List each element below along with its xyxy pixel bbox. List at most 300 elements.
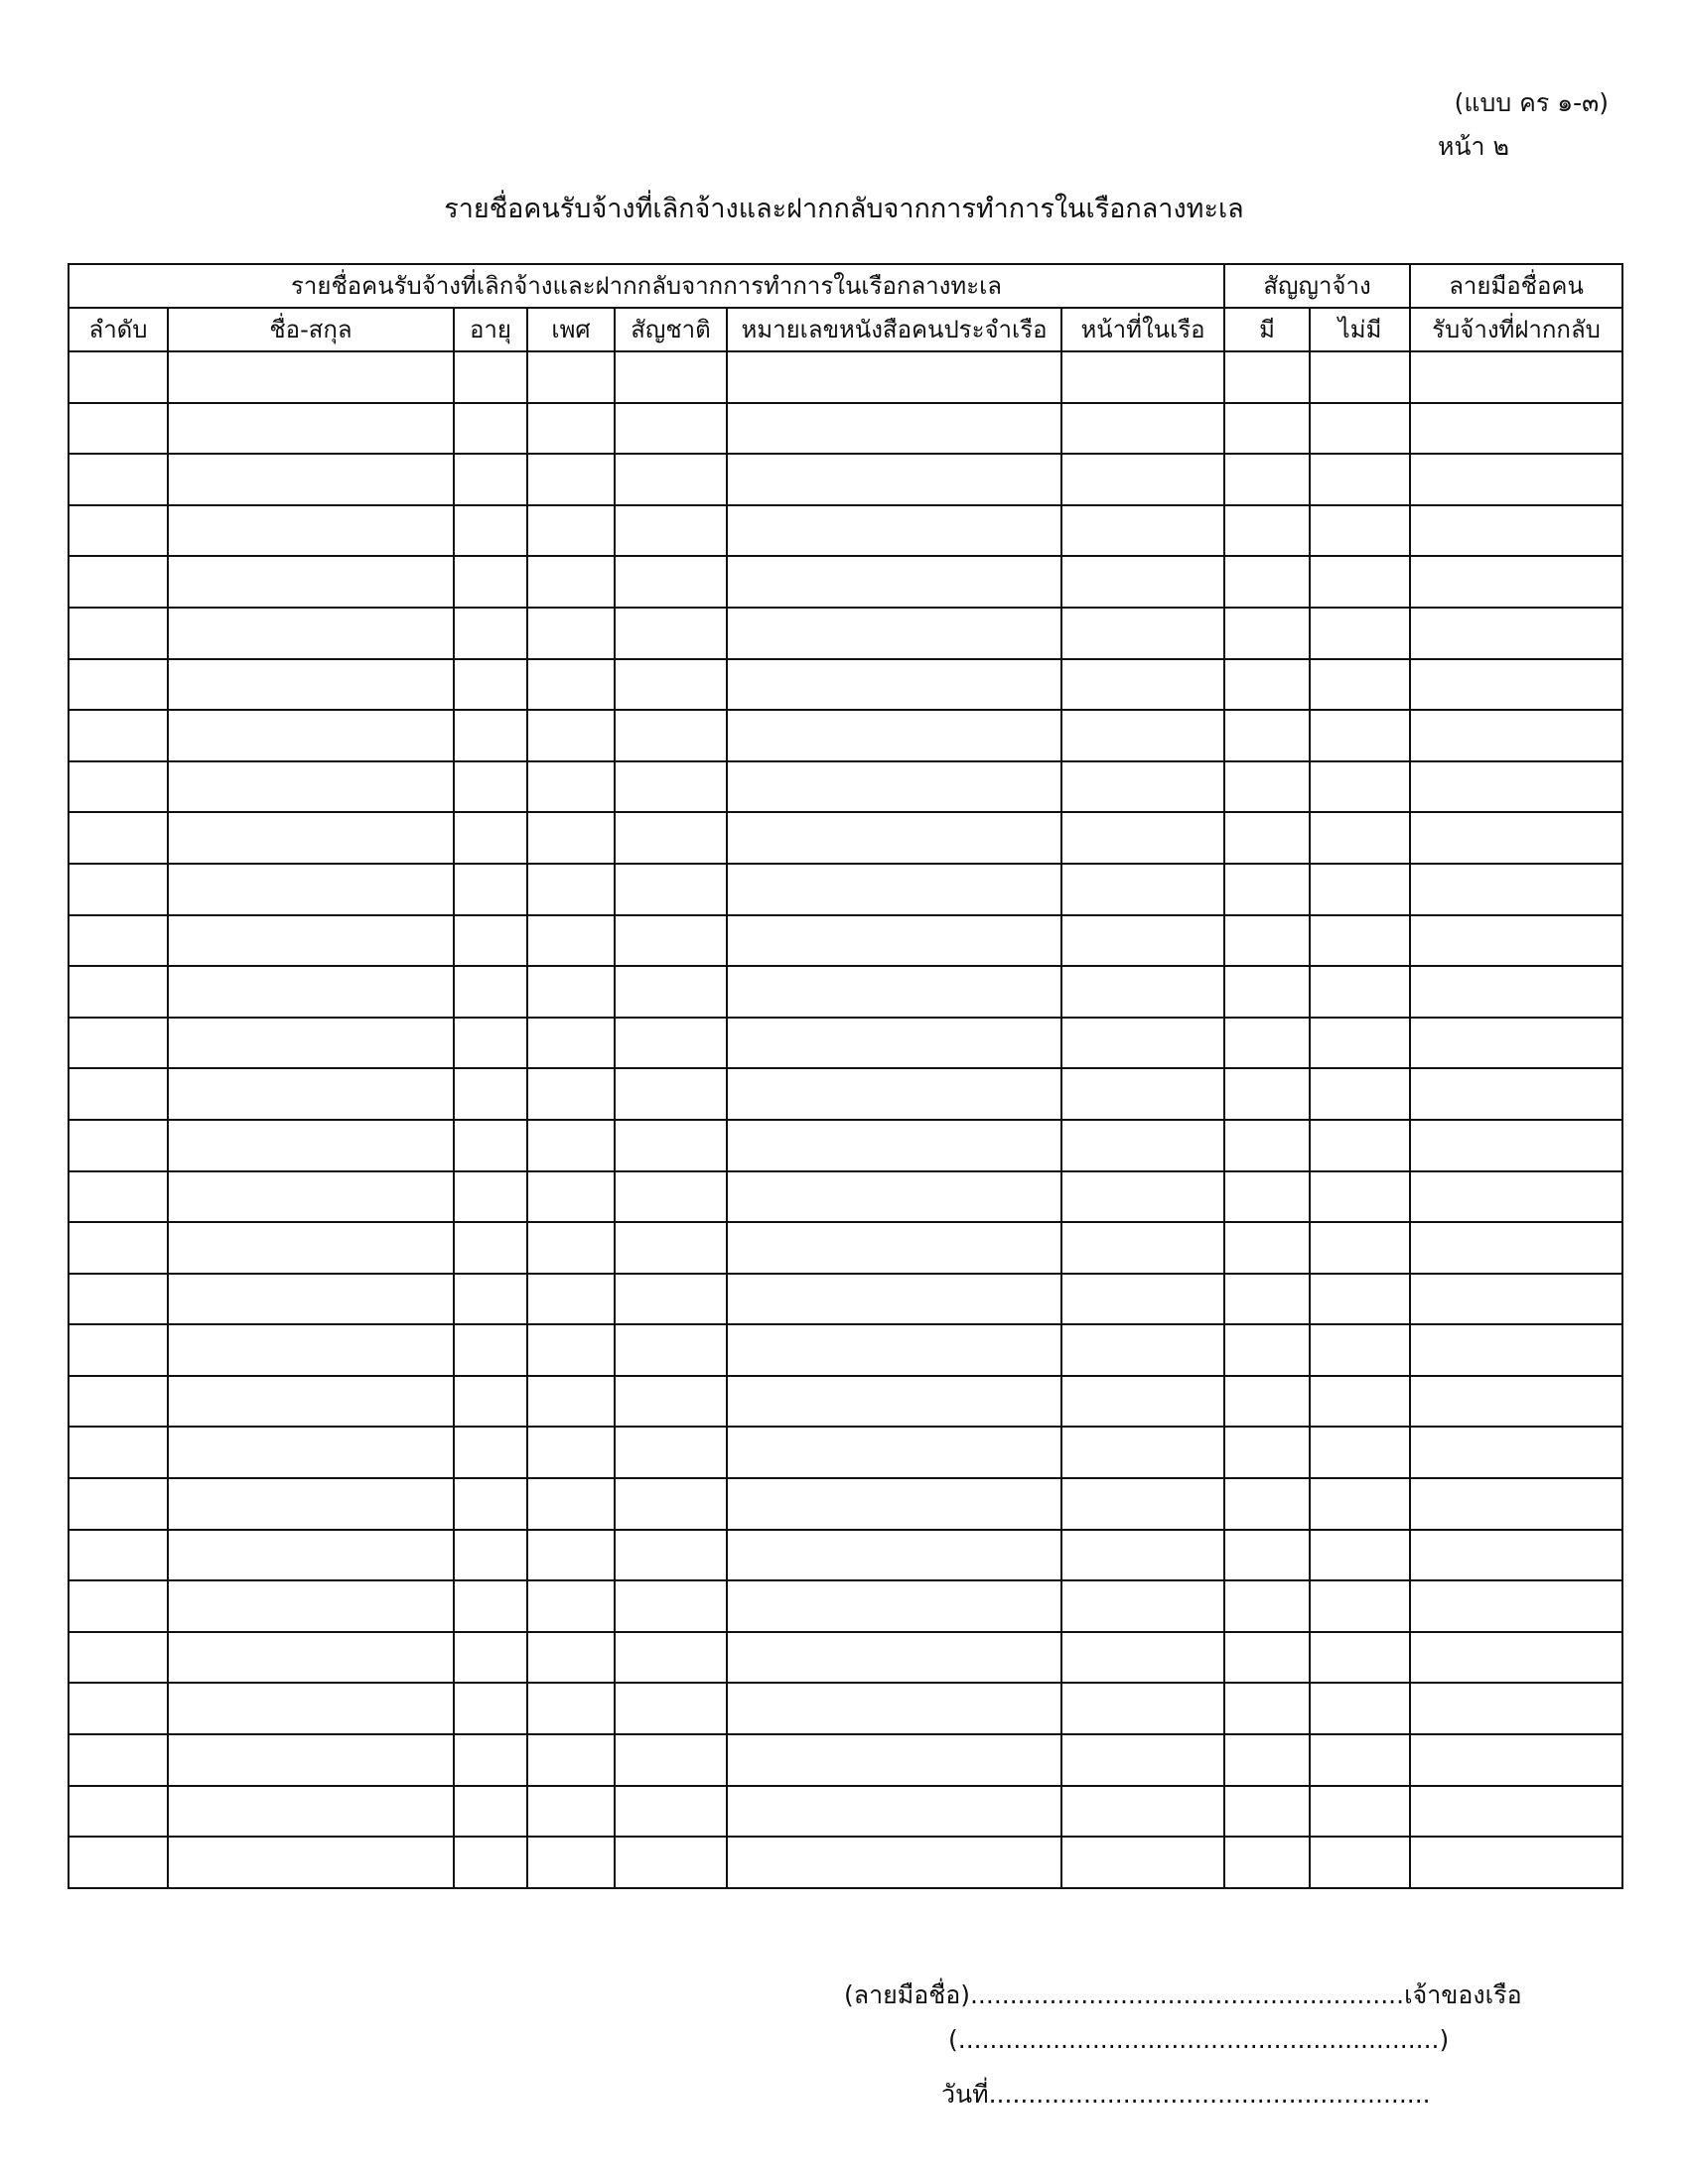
table-cell[interactable]	[69, 403, 168, 455]
table-cell[interactable]	[1310, 1530, 1410, 1581]
table-cell[interactable]	[454, 761, 527, 813]
table-cell[interactable]	[69, 1324, 168, 1376]
table-cell[interactable]	[1310, 812, 1410, 864]
table-cell[interactable]	[527, 403, 615, 455]
signature-cell[interactable]	[1410, 1530, 1622, 1581]
signature-cell[interactable]	[1410, 1632, 1622, 1684]
table-cell[interactable]	[615, 1018, 727, 1069]
table-cell[interactable]	[168, 1530, 454, 1581]
table-cell[interactable]	[727, 761, 1061, 813]
table-cell[interactable]	[454, 505, 527, 557]
table-cell[interactable]	[1061, 915, 1224, 967]
table-cell[interactable]	[168, 659, 454, 711]
table-cell[interactable]	[168, 761, 454, 813]
table-cell[interactable]	[527, 556, 615, 608]
table-cell[interactable]	[69, 1068, 168, 1120]
table-cell[interactable]	[527, 864, 615, 915]
table-cell[interactable]	[1310, 1580, 1410, 1632]
table-cell[interactable]	[454, 1171, 527, 1223]
table-cell[interactable]	[1224, 351, 1310, 403]
table-cell[interactable]	[1310, 1068, 1410, 1120]
table-cell[interactable]	[1310, 505, 1410, 557]
table-cell[interactable]	[615, 1427, 727, 1478]
table-cell[interactable]	[168, 1837, 454, 1888]
table-cell[interactable]	[1310, 1171, 1410, 1223]
signature-cell[interactable]	[1410, 966, 1622, 1018]
table-cell[interactable]	[168, 1068, 454, 1120]
table-cell[interactable]	[1224, 1274, 1310, 1325]
table-cell[interactable]	[168, 1786, 454, 1838]
table-cell[interactable]	[69, 1376, 168, 1428]
table-cell[interactable]	[69, 1120, 168, 1171]
table-cell[interactable]	[1224, 403, 1310, 455]
signature-cell[interactable]	[1410, 812, 1622, 864]
table-cell[interactable]	[1310, 1018, 1410, 1069]
table-cell[interactable]	[168, 454, 454, 505]
table-cell[interactable]	[527, 1683, 615, 1734]
table-cell[interactable]	[727, 1683, 1061, 1734]
table-cell[interactable]	[168, 1478, 454, 1530]
table-cell[interactable]	[1061, 1786, 1224, 1838]
table-cell[interactable]	[727, 1427, 1061, 1478]
table-cell[interactable]	[168, 812, 454, 864]
table-cell[interactable]	[1310, 556, 1410, 608]
table-cell[interactable]	[454, 1324, 527, 1376]
signature-cell[interactable]	[1410, 351, 1622, 403]
table-cell[interactable]	[69, 915, 168, 967]
table-cell[interactable]	[454, 1683, 527, 1734]
table-cell[interactable]	[1061, 1632, 1224, 1684]
table-cell[interactable]	[454, 403, 527, 455]
table-cell[interactable]	[454, 1734, 527, 1786]
table-cell[interactable]	[615, 1376, 727, 1428]
signature-cell[interactable]	[1410, 1580, 1622, 1632]
table-cell[interactable]	[69, 1837, 168, 1888]
signature-cell[interactable]	[1410, 1222, 1622, 1274]
table-cell[interactable]	[168, 1683, 454, 1734]
table-cell[interactable]	[1224, 1580, 1310, 1632]
signature-cell[interactable]	[1410, 1837, 1622, 1888]
table-cell[interactable]	[454, 1222, 527, 1274]
table-cell[interactable]	[615, 351, 727, 403]
table-cell[interactable]	[1061, 1376, 1224, 1428]
table-cell[interactable]	[69, 1427, 168, 1478]
table-cell[interactable]	[1061, 812, 1224, 864]
table-cell[interactable]	[727, 1068, 1061, 1120]
table-cell[interactable]	[527, 915, 615, 967]
signature-cell[interactable]	[1410, 1068, 1622, 1120]
table-cell[interactable]	[168, 966, 454, 1018]
table-cell[interactable]	[615, 1683, 727, 1734]
table-cell[interactable]	[1310, 1632, 1410, 1684]
table-cell[interactable]	[454, 1632, 527, 1684]
signature-cell[interactable]	[1410, 608, 1622, 659]
signature-cell[interactable]	[1410, 761, 1622, 813]
table-cell[interactable]	[615, 915, 727, 967]
signature-cell[interactable]	[1410, 1734, 1622, 1786]
table-cell[interactable]	[1224, 1734, 1310, 1786]
table-cell[interactable]	[454, 812, 527, 864]
table-cell[interactable]	[69, 1734, 168, 1786]
table-cell[interactable]	[69, 556, 168, 608]
table-cell[interactable]	[527, 1580, 615, 1632]
table-cell[interactable]	[615, 761, 727, 813]
table-cell[interactable]	[727, 1274, 1061, 1325]
table-cell[interactable]	[1061, 454, 1224, 505]
table-cell[interactable]	[454, 710, 527, 761]
table-cell[interactable]	[615, 1786, 727, 1838]
signature-cell[interactable]	[1410, 659, 1622, 711]
table-cell[interactable]	[69, 505, 168, 557]
table-cell[interactable]	[727, 556, 1061, 608]
table-cell[interactable]	[454, 1427, 527, 1478]
table-cell[interactable]	[615, 1068, 727, 1120]
table-cell[interactable]	[1224, 1120, 1310, 1171]
signature-cell[interactable]	[1410, 864, 1622, 915]
table-cell[interactable]	[527, 1734, 615, 1786]
signature-cell[interactable]	[1410, 1274, 1622, 1325]
signature-cell[interactable]	[1410, 1376, 1622, 1428]
table-cell[interactable]	[454, 659, 527, 711]
table-cell[interactable]	[1310, 1120, 1410, 1171]
table-cell[interactable]	[615, 454, 727, 505]
signature-cell[interactable]	[1410, 1171, 1622, 1223]
table-cell[interactable]	[69, 1632, 168, 1684]
table-cell[interactable]	[1224, 1018, 1310, 1069]
table-cell[interactable]	[1061, 761, 1224, 813]
table-cell[interactable]	[69, 1478, 168, 1530]
table-cell[interactable]	[615, 1222, 727, 1274]
table-cell[interactable]	[727, 659, 1061, 711]
signature-cell[interactable]	[1410, 505, 1622, 557]
table-cell[interactable]	[1310, 454, 1410, 505]
table-cell[interactable]	[168, 1632, 454, 1684]
table-cell[interactable]	[727, 1376, 1061, 1428]
table-cell[interactable]	[615, 403, 727, 455]
table-cell[interactable]	[1061, 710, 1224, 761]
signature-cell[interactable]	[1410, 1478, 1622, 1530]
table-cell[interactable]	[69, 659, 168, 711]
table-cell[interactable]	[527, 1376, 615, 1428]
table-cell[interactable]	[69, 1786, 168, 1838]
table-cell[interactable]	[168, 556, 454, 608]
table-cell[interactable]	[168, 1376, 454, 1428]
table-cell[interactable]	[1061, 1018, 1224, 1069]
table-cell[interactable]	[1310, 403, 1410, 455]
table-cell[interactable]	[454, 1786, 527, 1838]
table-cell[interactable]	[727, 710, 1061, 761]
table-cell[interactable]	[1224, 556, 1310, 608]
table-cell[interactable]	[69, 1683, 168, 1734]
table-cell[interactable]	[615, 1274, 727, 1325]
table-cell[interactable]	[1061, 608, 1224, 659]
table-cell[interactable]	[615, 812, 727, 864]
table-cell[interactable]	[527, 1018, 615, 1069]
table-cell[interactable]	[527, 1530, 615, 1581]
table-cell[interactable]	[454, 1274, 527, 1325]
table-cell[interactable]	[1224, 1683, 1310, 1734]
table-cell[interactable]	[1061, 1222, 1224, 1274]
table-cell[interactable]	[1061, 659, 1224, 711]
table-cell[interactable]	[454, 864, 527, 915]
signature-cell[interactable]	[1410, 915, 1622, 967]
table-cell[interactable]	[168, 1222, 454, 1274]
table-cell[interactable]	[615, 505, 727, 557]
signature-cell[interactable]	[1410, 1786, 1622, 1838]
table-cell[interactable]	[69, 1171, 168, 1223]
table-cell[interactable]	[1061, 966, 1224, 1018]
table-cell[interactable]	[1224, 761, 1310, 813]
table-cell[interactable]	[1310, 1683, 1410, 1734]
table-cell[interactable]	[454, 1837, 527, 1888]
table-cell[interactable]	[527, 351, 615, 403]
table-cell[interactable]	[727, 608, 1061, 659]
table-cell[interactable]	[615, 1837, 727, 1888]
table-cell[interactable]	[1224, 1837, 1310, 1888]
table-cell[interactable]	[454, 1478, 527, 1530]
table-cell[interactable]	[69, 608, 168, 659]
table-cell[interactable]	[168, 505, 454, 557]
table-cell[interactable]	[727, 1120, 1061, 1171]
table-cell[interactable]	[1310, 966, 1410, 1018]
table-cell[interactable]	[168, 864, 454, 915]
table-cell[interactable]	[1224, 812, 1310, 864]
table-cell[interactable]	[1224, 1427, 1310, 1478]
table-cell[interactable]	[1310, 864, 1410, 915]
table-cell[interactable]	[69, 1018, 168, 1069]
table-cell[interactable]	[527, 1068, 615, 1120]
table-cell[interactable]	[615, 1478, 727, 1530]
table-cell[interactable]	[1224, 1068, 1310, 1120]
table-cell[interactable]	[454, 454, 527, 505]
table-cell[interactable]	[527, 1324, 615, 1376]
table-cell[interactable]	[454, 966, 527, 1018]
table-cell[interactable]	[1310, 1427, 1410, 1478]
table-cell[interactable]	[1310, 1274, 1410, 1325]
table-cell[interactable]	[727, 403, 1061, 455]
table-cell[interactable]	[1061, 351, 1224, 403]
table-cell[interactable]	[1224, 915, 1310, 967]
table-cell[interactable]	[1061, 556, 1224, 608]
table-cell[interactable]	[615, 1530, 727, 1581]
table-cell[interactable]	[527, 1171, 615, 1223]
table-cell[interactable]	[1224, 1530, 1310, 1581]
table-cell[interactable]	[168, 915, 454, 967]
table-cell[interactable]	[1061, 864, 1224, 915]
table-cell[interactable]	[1310, 608, 1410, 659]
table-cell[interactable]	[527, 659, 615, 711]
table-cell[interactable]	[1061, 1734, 1224, 1786]
table-cell[interactable]	[727, 1171, 1061, 1223]
table-cell[interactable]	[454, 1018, 527, 1069]
table-cell[interactable]	[1310, 710, 1410, 761]
table-cell[interactable]	[1224, 864, 1310, 915]
table-cell[interactable]	[527, 454, 615, 505]
table-cell[interactable]	[527, 505, 615, 557]
table-cell[interactable]	[454, 1120, 527, 1171]
signature-cell[interactable]	[1410, 1018, 1622, 1069]
table-cell[interactable]	[1310, 1376, 1410, 1428]
table-cell[interactable]	[1224, 659, 1310, 711]
table-cell[interactable]	[454, 556, 527, 608]
table-cell[interactable]	[527, 1786, 615, 1838]
table-cell[interactable]	[69, 1530, 168, 1581]
table-cell[interactable]	[69, 351, 168, 403]
table-cell[interactable]	[727, 505, 1061, 557]
table-cell[interactable]	[69, 1580, 168, 1632]
signature-cell[interactable]	[1410, 403, 1622, 455]
table-cell[interactable]	[727, 966, 1061, 1018]
table-cell[interactable]	[69, 864, 168, 915]
table-cell[interactable]	[527, 1120, 615, 1171]
table-cell[interactable]	[1061, 1837, 1224, 1888]
table-cell[interactable]	[454, 1580, 527, 1632]
table-cell[interactable]	[69, 761, 168, 813]
table-cell[interactable]	[1061, 1274, 1224, 1325]
table-cell[interactable]	[69, 966, 168, 1018]
table-cell[interactable]	[615, 659, 727, 711]
table-cell[interactable]	[1061, 1171, 1224, 1223]
table-cell[interactable]	[454, 915, 527, 967]
table-cell[interactable]	[727, 1786, 1061, 1838]
table-cell[interactable]	[1061, 1478, 1224, 1530]
table-cell[interactable]	[454, 1068, 527, 1120]
table-cell[interactable]	[69, 812, 168, 864]
table-cell[interactable]	[527, 1632, 615, 1684]
table-cell[interactable]	[168, 1171, 454, 1223]
table-cell[interactable]	[615, 1580, 727, 1632]
table-cell[interactable]	[168, 1580, 454, 1632]
table-cell[interactable]	[615, 1171, 727, 1223]
table-cell[interactable]	[454, 1376, 527, 1428]
table-cell[interactable]	[615, 1324, 727, 1376]
table-cell[interactable]	[527, 1478, 615, 1530]
signature-cell[interactable]	[1410, 1120, 1622, 1171]
table-cell[interactable]	[727, 1632, 1061, 1684]
table-cell[interactable]	[168, 351, 454, 403]
signature-cell[interactable]	[1410, 1427, 1622, 1478]
table-cell[interactable]	[168, 1324, 454, 1376]
table-cell[interactable]	[1310, 351, 1410, 403]
table-cell[interactable]	[727, 1324, 1061, 1376]
table-cell[interactable]	[1061, 1427, 1224, 1478]
table-cell[interactable]	[527, 608, 615, 659]
table-cell[interactable]	[454, 1530, 527, 1581]
table-cell[interactable]	[1224, 454, 1310, 505]
table-cell[interactable]	[1224, 1376, 1310, 1428]
table-cell[interactable]	[1310, 1734, 1410, 1786]
table-cell[interactable]	[168, 1274, 454, 1325]
table-cell[interactable]	[727, 1478, 1061, 1530]
table-cell[interactable]	[1224, 1478, 1310, 1530]
table-cell[interactable]	[1061, 1530, 1224, 1581]
table-cell[interactable]	[1061, 1580, 1224, 1632]
table-cell[interactable]	[1224, 1632, 1310, 1684]
table-cell[interactable]	[727, 812, 1061, 864]
table-cell[interactable]	[727, 1837, 1061, 1888]
table-cell[interactable]	[454, 351, 527, 403]
table-cell[interactable]	[1061, 403, 1224, 455]
table-cell[interactable]	[527, 761, 615, 813]
table-cell[interactable]	[69, 710, 168, 761]
table-cell[interactable]	[527, 1222, 615, 1274]
signature-cell[interactable]	[1410, 1683, 1622, 1734]
table-cell[interactable]	[1310, 659, 1410, 711]
table-cell[interactable]	[1061, 1120, 1224, 1171]
table-cell[interactable]	[727, 1222, 1061, 1274]
table-cell[interactable]	[615, 556, 727, 608]
table-cell[interactable]	[168, 1427, 454, 1478]
table-cell[interactable]	[1061, 505, 1224, 557]
table-cell[interactable]	[527, 1274, 615, 1325]
table-cell[interactable]	[615, 608, 727, 659]
table-cell[interactable]	[168, 608, 454, 659]
table-cell[interactable]	[527, 966, 615, 1018]
table-cell[interactable]	[527, 812, 615, 864]
table-cell[interactable]	[69, 1274, 168, 1325]
table-cell[interactable]	[727, 1580, 1061, 1632]
table-cell[interactable]	[615, 966, 727, 1018]
table-cell[interactable]	[1310, 1222, 1410, 1274]
table-cell[interactable]	[1224, 608, 1310, 659]
table-cell[interactable]	[1061, 1683, 1224, 1734]
table-cell[interactable]	[1224, 1222, 1310, 1274]
table-cell[interactable]	[1224, 1786, 1310, 1838]
table-cell[interactable]	[727, 1018, 1061, 1069]
table-cell[interactable]	[1061, 1324, 1224, 1376]
table-cell[interactable]	[727, 1734, 1061, 1786]
signature-cell[interactable]	[1410, 1324, 1622, 1376]
table-cell[interactable]	[1224, 966, 1310, 1018]
table-cell[interactable]	[1224, 1171, 1310, 1223]
table-cell[interactable]	[727, 915, 1061, 967]
table-cell[interactable]	[527, 710, 615, 761]
table-cell[interactable]	[69, 454, 168, 505]
table-cell[interactable]	[1310, 915, 1410, 967]
table-cell[interactable]	[727, 864, 1061, 915]
signature-cell[interactable]	[1410, 454, 1622, 505]
table-cell[interactable]	[727, 351, 1061, 403]
table-cell[interactable]	[1310, 1786, 1410, 1838]
table-cell[interactable]	[727, 454, 1061, 505]
table-cell[interactable]	[168, 1120, 454, 1171]
table-cell[interactable]	[615, 1632, 727, 1684]
table-cell[interactable]	[168, 403, 454, 455]
table-cell[interactable]	[727, 1530, 1061, 1581]
table-cell[interactable]	[527, 1427, 615, 1478]
table-cell[interactable]	[615, 1120, 727, 1171]
table-cell[interactable]	[1224, 505, 1310, 557]
table-cell[interactable]	[1310, 1324, 1410, 1376]
signature-cell[interactable]	[1410, 710, 1622, 761]
table-cell[interactable]	[168, 1018, 454, 1069]
signature-cell[interactable]	[1410, 556, 1622, 608]
table-cell[interactable]	[168, 710, 454, 761]
table-cell[interactable]	[1310, 1837, 1410, 1888]
table-cell[interactable]	[527, 1837, 615, 1888]
table-cell[interactable]	[454, 608, 527, 659]
table-cell[interactable]	[1310, 1478, 1410, 1530]
table-cell[interactable]	[1310, 761, 1410, 813]
table-cell[interactable]	[1224, 710, 1310, 761]
table-cell[interactable]	[615, 864, 727, 915]
table-cell[interactable]	[615, 710, 727, 761]
table-cell[interactable]	[168, 1734, 454, 1786]
table-cell[interactable]	[69, 1222, 168, 1274]
table-cell[interactable]	[1224, 1324, 1310, 1376]
table-cell[interactable]	[1061, 1068, 1224, 1120]
table-cell[interactable]	[615, 1734, 727, 1786]
